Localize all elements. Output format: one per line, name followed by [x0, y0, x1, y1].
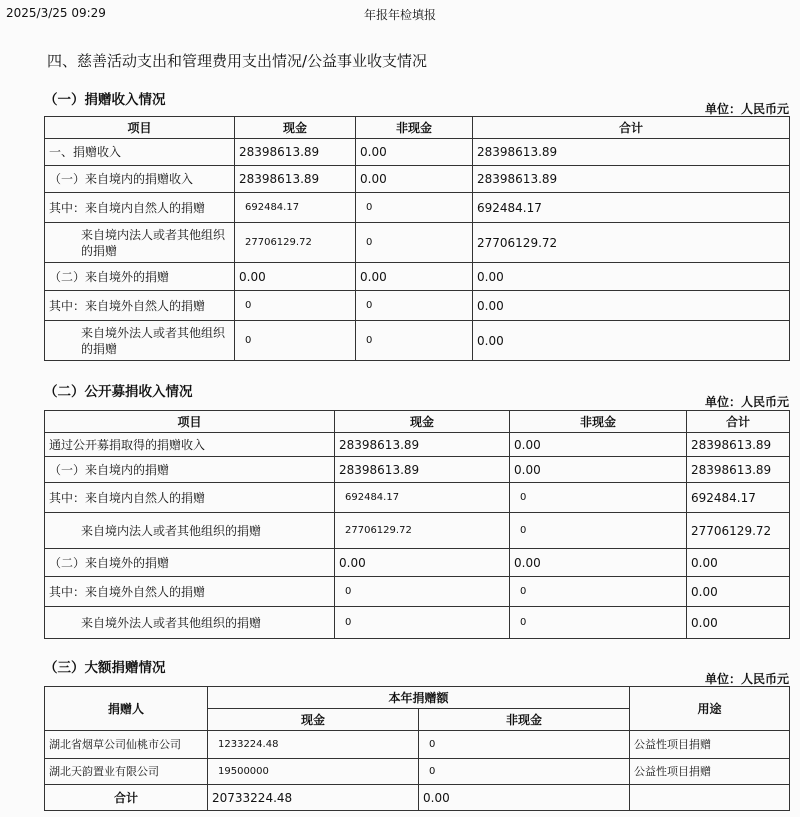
table-header-row: [45, 687, 790, 709]
cash-cell: 27706129.72: [335, 513, 510, 549]
item-cell: 通过公开募捐取得的捐赠收入: [45, 433, 335, 457]
table-row: [45, 513, 790, 549]
cash-cell: 1233224.48: [208, 731, 419, 759]
public-fundraising-table: [44, 410, 790, 639]
col-header-cash: 现金: [208, 709, 419, 731]
large-donations-unit: 单位：人民币元: [704, 672, 789, 686]
noncash-cell: 0: [356, 193, 473, 223]
total-cell: 692484.17: [687, 483, 790, 513]
table-row: [45, 731, 790, 759]
item-cell: 来自境外法人或者其他组织的捐赠: [45, 607, 335, 639]
item-cell: （二）来自境外的捐赠: [45, 549, 335, 577]
table-row: [45, 549, 790, 577]
donor-cell: 湖北省烟草公司仙桃市公司: [45, 731, 208, 759]
table-row: [45, 193, 790, 223]
noncash-cell: 0: [510, 513, 687, 549]
cash-cell: 0.00: [235, 263, 356, 291]
col-header-year-amount: 本年捐赠额: [208, 687, 630, 709]
col-header-donor: 捐赠人: [45, 687, 208, 731]
col-header-noncash: 非现金: [419, 709, 630, 731]
donation-income-title: （一）捐赠收入情况: [44, 92, 166, 108]
cash-cell: 692484.17: [335, 483, 510, 513]
cash-cell: 28398613.89: [235, 139, 356, 166]
item-cell: 来自境内法人或者其他组织的捐赠: [45, 223, 235, 263]
item-cell: 其中：来自境内自然人的捐赠: [45, 483, 335, 513]
noncash-cell: 0.00: [356, 166, 473, 193]
cash-cell: 20733224.48: [208, 785, 419, 811]
col-header-purpose: 用途: [630, 687, 790, 731]
item-cell: （二）来自境外的捐赠: [45, 263, 235, 291]
table-row: [45, 577, 790, 607]
noncash-cell: 0.00: [510, 457, 687, 483]
noncash-cell: 0: [356, 223, 473, 263]
table-row: [45, 433, 790, 457]
noncash-cell: 0: [356, 321, 473, 361]
noncash-cell: 0: [419, 731, 630, 759]
total-cell: 0.00: [473, 291, 790, 321]
cash-cell: 0: [335, 607, 510, 639]
col-header-cash: 现金: [235, 117, 356, 139]
table-row: [45, 607, 790, 639]
cash-cell: 28398613.89: [335, 433, 510, 457]
noncash-cell: 0.00: [510, 433, 687, 457]
noncash-cell: 0.00: [356, 263, 473, 291]
large-donations-title: （三）大额捐赠情况: [44, 660, 166, 676]
table-header-row: [45, 117, 790, 139]
page-header-title: 年报年检填报: [363, 8, 437, 22]
table-row: [45, 263, 790, 291]
item-cell: （一）来自境内的捐赠: [45, 457, 335, 483]
item-cell: 一、捐赠收入: [45, 139, 235, 166]
table-row: [45, 166, 790, 193]
total-cell: 28398613.89: [473, 139, 790, 166]
table-row: [45, 291, 790, 321]
print-datetime: 2025/3/25 09:29: [6, 6, 106, 20]
item-cell: 其中：来自境外自然人的捐赠: [45, 291, 235, 321]
noncash-cell: 0: [510, 577, 687, 607]
total-label-cell: 合计: [45, 785, 208, 811]
total-cell: 0.00: [687, 607, 790, 639]
cash-cell: 27706129.72: [235, 223, 356, 263]
purpose-cell: [630, 785, 790, 811]
donation-income-table: [44, 116, 790, 361]
col-header-noncash: 非现金: [510, 411, 687, 433]
table-row: [45, 759, 790, 785]
cash-cell: 0.00: [335, 549, 510, 577]
item-cell: 其中：来自境内自然人的捐赠: [45, 193, 235, 223]
total-cell: 0.00: [473, 263, 790, 291]
col-header-total: 合计: [473, 117, 790, 139]
total-cell: 28398613.89: [687, 433, 790, 457]
col-header-item: 项目: [45, 117, 235, 139]
item-cell: 其中：来自境外自然人的捐赠: [45, 577, 335, 607]
donation-income-unit: 单位：人民币元: [704, 102, 789, 116]
col-header-cash: 现金: [335, 411, 510, 433]
cash-cell: 0: [235, 291, 356, 321]
section-title: 四、慈善活动支出和管理费用支出情况/公益事业收支情况: [47, 52, 428, 70]
noncash-cell: 0.00: [356, 139, 473, 166]
cash-cell: 28398613.89: [235, 166, 356, 193]
noncash-cell: 0: [419, 759, 630, 785]
table-row: [45, 457, 790, 483]
total-cell: 0.00: [687, 577, 790, 607]
cash-cell: 0: [235, 321, 356, 361]
noncash-cell: 0.00: [419, 785, 630, 811]
noncash-cell: 0: [510, 607, 687, 639]
total-cell: 0.00: [473, 321, 790, 361]
purpose-cell: 公益性项目捐赠: [630, 759, 790, 785]
total-cell: 28398613.89: [473, 166, 790, 193]
table-header-row: [45, 411, 790, 433]
col-header-item: 项目: [45, 411, 335, 433]
public-fundraising-title: （二）公开募捐收入情况: [44, 384, 193, 400]
total-cell: 27706129.72: [687, 513, 790, 549]
cash-cell: 28398613.89: [335, 457, 510, 483]
cash-cell: 0: [335, 577, 510, 607]
total-cell: 0.00: [687, 549, 790, 577]
item-cell: （一）来自境内的捐赠收入: [45, 166, 235, 193]
col-header-total: 合计: [687, 411, 790, 433]
table-total-row: [45, 785, 790, 811]
cash-cell: 19500000: [208, 759, 419, 785]
item-cell: 来自境外法人或者其他组织的捐赠: [45, 321, 235, 361]
table-row: [45, 223, 790, 263]
total-cell: 28398613.89: [687, 457, 790, 483]
item-cell: 来自境内法人或者其他组织的捐赠: [45, 513, 335, 549]
table-row: [45, 139, 790, 166]
donor-cell: 湖北天韵置业有限公司: [45, 759, 208, 785]
table-row: [45, 483, 790, 513]
table-row: [45, 321, 790, 361]
noncash-cell: 0.00: [510, 549, 687, 577]
cash-cell: 692484.17: [235, 193, 356, 223]
noncash-cell: 0: [510, 483, 687, 513]
total-cell: 692484.17: [473, 193, 790, 223]
purpose-cell: 公益性项目捐赠: [630, 731, 790, 759]
large-donations-table: [44, 686, 790, 811]
noncash-cell: 0: [356, 291, 473, 321]
public-fundraising-unit: 单位：人民币元: [704, 395, 789, 409]
total-cell: 27706129.72: [473, 223, 790, 263]
col-header-noncash: 非现金: [356, 117, 473, 139]
